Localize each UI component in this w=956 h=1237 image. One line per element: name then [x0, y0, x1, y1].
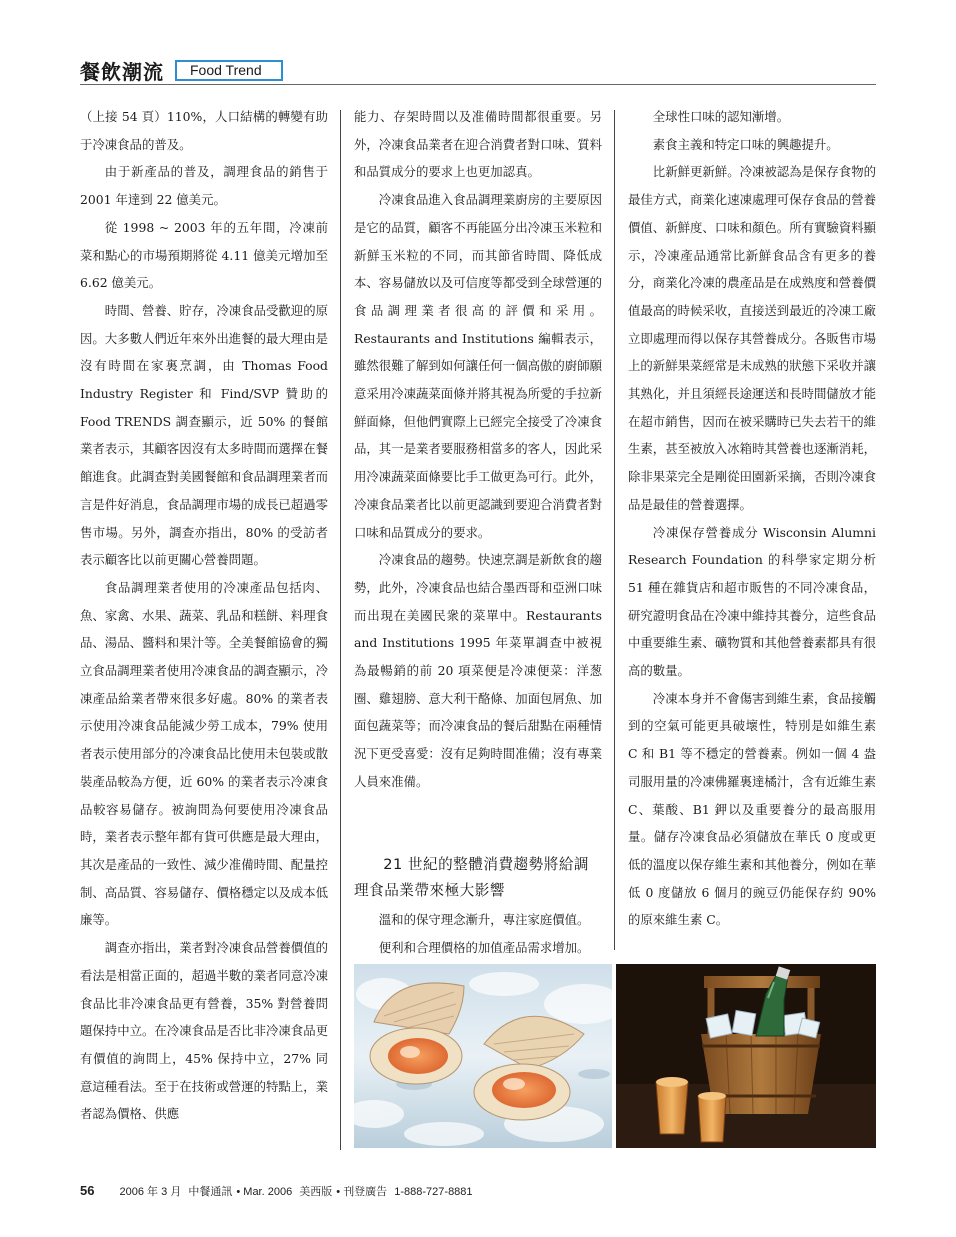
- trend-item: 便利和合理價格的加值產品需求增加。: [378, 939, 590, 955]
- paragraph: 冷凍本身并不會傷害到維生素，食品接觸到的空氣可能更具破壞性，特別是如維生素 C 和 B1 等不穩定的營養素。例如一個 4 盎司服用量的冷凍佛羅裏達橘汁，含有近維生素 C、葉酸、B1 鉀以及重要養分的最高服用量。儲存冷凍食品必須儲放在華氏 0 度或更低的溫度以保存維生素和其他養分，例如在華低 0 度儲放 6 個月的豌豆仍能保存約 90% 的原來維生素 C。: [628, 690, 876, 928]
- issue-date-english: Mar. 2006: [243, 1186, 293, 1198]
- publication-name: 中餐通訊: [188, 1186, 233, 1198]
- column-divider: [614, 110, 615, 950]
- trend-list: [354, 906, 604, 961]
- advertising-phone: 1-888-727-8881: [394, 1186, 473, 1198]
- paragraph: 比新鮮更新鮮。冷凍被認為是保存食物的最佳方式，商業化速凍處理可保存食品的營養價值、新鮮度、口味和顏色。所有實驗資料顯示，冷凍產品通常比新鮮食品含有更多的養分，商業化冷凍的農產品是在成熟度和營養價值最高的時候采收，直接送到最近的冷凍工廠立即處理而得以保存其營養成分。各販售市場上的新鮮果菜經常是未成熟的狀態下采收并讓其熟化，并且須經長途運送和長時間儲放才能在超市銷售，因而在被采購時已失去若干的維生素，甚至被放入冰箱時其營養也逐漸消耗，除非果菜完全是剛從田園新采摘，否則冷凍食品是最佳的營養選擇。: [628, 164, 876, 512]
- paragraph: 從 1998 ~ 2003 年的五年間，冷凍前菜和點心的市場預期將從 4.11 億美元增加至 6.62 億美元。: [80, 219, 328, 291]
- paragraph: 調查亦指出，業者對冷凍食品營養價值的看法是相當正面的，超過半數的業者同意冷凍食品比非冷凍食品更有營養，35% 對營養問題保持中立。在冷凍食品是否比非冷凍食品更有價值的詢問上，45% 保持中立，27% 同意這種看法。至于在技術或營運的特點上，業者認為價格、供應: [80, 940, 328, 1122]
- subheading-line: 理食品業帶來極大影響: [354, 882, 505, 899]
- subheading: [354, 852, 604, 904]
- trend-item: 全球性口味的認知漸增。: [652, 109, 790, 124]
- page-footer: 56 2006 年 3 月 中餐通訊 • Mar. 2006 美西版 • 刊登廣告 1-888-727-8881: [80, 1183, 473, 1198]
- article-column-1: [80, 103, 328, 1153]
- trend-item: 溫和的保守理念漸升，專注家庭價值。: [378, 912, 590, 927]
- bottle-in-wooden-ice-bucket-photo: [616, 964, 876, 1148]
- paragraph: 冷凍食品的趨勢。快速烹調是新飲食的趨勢，此外，冷凍食品也結合墨西哥和亞洲口味而出現在美國民衆的菜單中。Restaurants and Institutions 1995 年菜單調查中被視為最暢銷的前 20 項菜便是冷凍便菜：洋葱圈、雞翅膀、意大利干酪條、加面包屑魚、加面包蔬菜等；而冷凍食品的餐后甜點在兩種情況下更受喜愛：沒有足夠時間准備；沒有專業人員來准備。: [354, 552, 602, 789]
- section-title-chinese: 餐飲潮流: [80, 60, 164, 84]
- page-number: 56: [80, 1183, 95, 1198]
- paragraph: （上接 54 頁）110%，人口結構的轉變有助于冷凍食品的普及。: [80, 109, 328, 152]
- paragraph: 冷凍保存營養成分 Wisconsin Alumni Research Foundation 的科學家定期分析 51 種在雜貨店和超市販售的不同冷凍食品，研究證明食品在冷凍中維持其養分，這些食品中重要維生素、礦物質和其他營養素都具有很高的數量。: [628, 524, 876, 679]
- section-title-english: Food Trend: [175, 60, 283, 81]
- edition-name: 美西版: [299, 1186, 333, 1198]
- paragraph: 冷凍食品進入食品調理業廚房的主要原因是它的品質，顧客不再能區分出冷凍玉米粒和新鮮玉米粒的不同，而其節省時間、降低成本、容易儲放以及可信度等都受到全球營運的食品調理業者很高的評價和采用。Restaurants and Institutions 編輯表示，雖然很難了解到如何讓任何一個高傲的廚師願意采用冷凍蔬菜面條并將其視為所愛的手拉新鮮面條，但他們實際上已經完全接受了冷凍食品，其一是業者要服務相當多的客人，因此采用冷凍蔬菜面條要比手工做更為可行。此外，冷凍食品業者比以前更認識到要迎合消費者對口味和品質成分的要求。: [354, 192, 602, 540]
- paragraph: 時間、營養、貯存，冷凍食品受歡迎的原因。大多數人們近年來外出進餐的最大理由是沒有時間在家裏烹調，由 Thomas Food Industry Register 和 Find/SVP 贊助的 Food TRENDS 調查顯示，近 50% 的餐館業者表示，其顧客因沒有太多時間而選擇在餐館進食。此調查對美國餐館和食品調理業者而言是件好消息，食品調理市場的成長已超過零售市場。另外，調查亦指出，80% 的受訪者表示顧客比以前更關心營養問題。: [80, 302, 328, 568]
- paragraph: 食品調理業者使用的冷凍產品包括肉、魚、家禽、水果、蔬菜、乳品和糕餅、料理食品、湯品、醬料和果汁等。全美餐館協會的獨立食品調理業者使用冷凍食品的調查顯示，冷凍產品給業者帶來很多好處。80% 的業者表示使用冷凍食品能減少勞工成本，79% 使用者表示使用部分的冷凍食品比使用未包裝或散裝產品較為方便，近 60% 的業者表示冷凍食品較容易儲存。被詢問為何要使用冷凍食品時，業者表示整年都有貨可供應是最大理由，其次是產品的一致性、減少准備時間、配量控制、高品質、容易儲存、價格穩定以及成本低廉等。: [80, 579, 328, 928]
- subheading-line: 21 世紀的整體消費趨勢將給調: [383, 856, 590, 873]
- issue-date-chinese: 2006 年 3 月: [119, 1186, 182, 1198]
- header-rule: [80, 84, 876, 85]
- article-column-3: [628, 103, 876, 959]
- column-divider: [340, 110, 341, 1150]
- advertising-label: 刊登廣告: [343, 1186, 388, 1198]
- paragraph: 由于新產品的普及，調理食品的銷售于 2001 年達到 22 億美元。: [80, 164, 328, 208]
- article-column-2: [354, 103, 602, 823]
- paragraph: 能力、存架時間以及准備時間都很重要。另外，冷凍食品業者在迎合消費者對口味、質料和品質成分的要求上也更加認真。: [354, 109, 602, 180]
- trend-item: 素食主義和特定口味的興趣提升。: [652, 136, 839, 152]
- scallops-on-ice-photo: [354, 964, 612, 1148]
